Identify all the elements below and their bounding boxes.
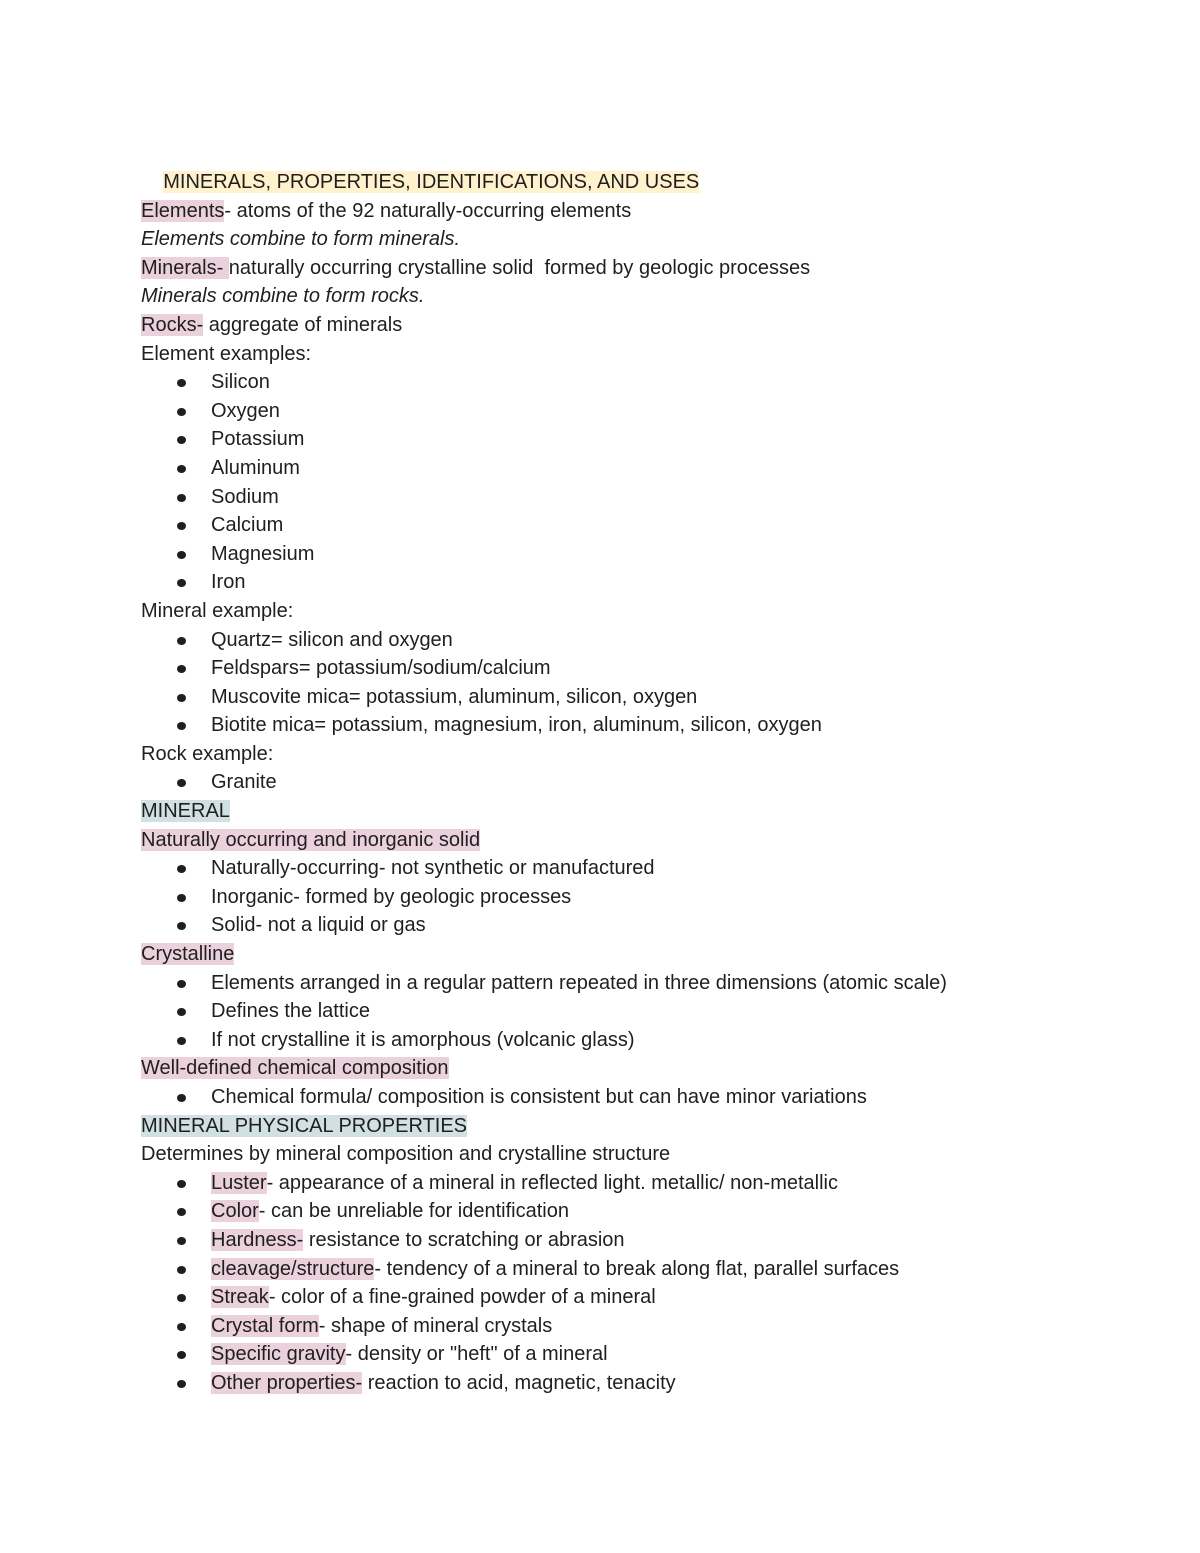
- physical-properties-heading: MINERAL PHYSICAL PROPERTIES: [141, 1114, 468, 1137]
- list-item: [141, 483, 1141, 512]
- document-title: MINERALS, PROPERTIES, IDENTIFICATIONS, AND USES: [163, 170, 700, 193]
- physical-properties-list: [141, 1169, 1141, 1398]
- physical-properties-heading-line: [141, 1112, 1141, 1141]
- elements-note-text: Elements combine to form minerals.: [141, 228, 461, 251]
- list-item: [141, 425, 1141, 454]
- list-item-text: Granite: [211, 771, 277, 794]
- list-item-text: Defines the lattice: [211, 1000, 370, 1023]
- bullet-icon: [177, 1266, 186, 1274]
- physical-properties-intro: Determines by mineral composition and crystalline structure: [141, 1143, 671, 1166]
- property-item: [141, 1369, 1141, 1398]
- bullet-icon: [177, 922, 186, 930]
- naturally-list: [141, 854, 1141, 940]
- bullet-icon: [177, 722, 186, 730]
- list-item: [141, 969, 1141, 998]
- property-term: Crystal form: [211, 1314, 319, 1337]
- rocks-definition: [141, 311, 1141, 340]
- document-title-line: [141, 139, 1141, 193]
- list-item-text: Biotite mica= potassium, magnesium, iron, aluminum, silicon, oxygen: [211, 714, 822, 737]
- bullet-icon: [177, 379, 186, 387]
- rocks-def: aggregate of minerals: [203, 313, 403, 336]
- property-definition: - appearance of a mineral in reflected light. metallic/ non-metallic: [266, 1171, 838, 1194]
- property-item: [141, 1255, 1141, 1284]
- bullet-icon: [177, 465, 186, 473]
- list-item: [141, 768, 1141, 797]
- composition-heading-line: [141, 1054, 1141, 1083]
- property-item: [141, 1197, 1141, 1226]
- list-item-text: Magnesium: [211, 542, 315, 565]
- property-term: Streak: [211, 1286, 269, 1309]
- list-item-text: If not crystalline it is amorphous (volcanic glass): [211, 1028, 635, 1051]
- list-item: [141, 1083, 1141, 1112]
- list-item-text: Chemical formula/ composition is consistent but can have minor variations: [211, 1086, 867, 1108]
- property-term: cleavage/structure: [211, 1257, 375, 1280]
- element-examples-heading: Element examples:: [141, 342, 312, 365]
- property-definition: - shape of mineral crystals: [318, 1314, 553, 1337]
- list-item: [141, 397, 1141, 426]
- bullet-icon: [177, 1237, 186, 1245]
- property-definition: - can be unreliable for identification: [258, 1200, 569, 1223]
- bullet-icon: [177, 436, 186, 444]
- property-term: Other properties-: [211, 1371, 363, 1394]
- naturally-heading: Naturally occurring and inorganic solid: [141, 828, 481, 851]
- bullet-icon: [177, 1094, 186, 1102]
- list-item: [141, 854, 1141, 883]
- list-item: [141, 997, 1141, 1026]
- crystalline-list: [141, 969, 1141, 1055]
- bullet-icon: [177, 865, 186, 873]
- bullet-icon: [177, 665, 186, 673]
- list-item-text: Iron: [211, 571, 246, 594]
- list-item-text: Silicon: [211, 371, 270, 394]
- list-item: [141, 540, 1141, 569]
- list-item: [141, 626, 1141, 655]
- list-item-text: Solid- not a liquid or gas: [211, 914, 426, 937]
- elements-definition: [141, 197, 1141, 226]
- minerals-note-text: Minerals combine to form rocks.: [141, 285, 425, 308]
- property-definition: - tendency of a mineral to break along flat, parallel surfaces: [374, 1257, 900, 1280]
- list-item-text: Inorganic- formed by geologic processes: [211, 885, 572, 908]
- list-item: [141, 454, 1141, 483]
- bullet-icon: [177, 579, 186, 587]
- list-item: [141, 911, 1141, 940]
- crystalline-heading-line: [141, 940, 1141, 969]
- bullet-icon: [177, 894, 186, 902]
- property-definition: - density or "heft" of a mineral: [345, 1343, 608, 1366]
- list-item-text: Potassium: [211, 428, 305, 451]
- property-definition: resistance to scratching or abrasion: [303, 1228, 625, 1251]
- list-item-text: Elements arranged in a regular pattern repeated in three dimensions (atomic scale): [211, 971, 947, 994]
- bullet-icon: [177, 694, 186, 702]
- property-term: Color: [211, 1200, 259, 1223]
- bullet-icon: [177, 1351, 186, 1359]
- mineral-examples-list: [141, 626, 1141, 740]
- mineral-section-heading: MINERAL: [141, 800, 230, 823]
- property-item: [141, 1283, 1141, 1312]
- list-item: [141, 683, 1141, 712]
- list-item: [141, 1026, 1141, 1055]
- property-item: [141, 1340, 1141, 1369]
- property-definition: reaction to acid, magnetic, tenacity: [362, 1371, 676, 1394]
- mineral-section-heading-line: [141, 797, 1141, 826]
- elements-term: Elements: [141, 199, 225, 222]
- list-item-text: Calcium: [211, 514, 284, 537]
- bullet-icon: [177, 1180, 186, 1188]
- list-item: [141, 883, 1141, 912]
- bullet-icon: [177, 637, 186, 645]
- composition-list: [141, 1083, 1141, 1112]
- bullet-icon: [177, 779, 186, 787]
- list-item-text: Aluminum: [211, 456, 300, 479]
- elements-note: [141, 225, 1141, 254]
- property-definition: - color of a fine-grained powder of a mineral: [268, 1286, 656, 1309]
- element-examples-list: [141, 368, 1141, 597]
- bullet-icon: [177, 980, 186, 988]
- bullet-icon: [177, 1008, 186, 1016]
- list-item-text: Naturally-occurring- not synthetic or manufactured: [211, 857, 655, 880]
- property-term: Specific gravity: [211, 1343, 346, 1366]
- list-item-text: Feldspars= potassium/sodium/calcium: [211, 657, 551, 680]
- bullet-icon: [177, 1323, 186, 1331]
- bullet-icon: [177, 522, 186, 530]
- rocks-term: Rocks-: [141, 313, 204, 336]
- list-item: [141, 368, 1141, 397]
- minerals-def: naturally occurring crystalline solid formed by geologic processes: [228, 256, 811, 279]
- minerals-definition: [141, 254, 1141, 283]
- minerals-term: Minerals-: [141, 256, 229, 279]
- list-item-text: Muscovite mica= potassium, aluminum, silicon, oxygen: [211, 685, 698, 708]
- bullet-icon: [177, 1380, 186, 1388]
- bullet-icon: [177, 1037, 186, 1045]
- bullet-icon: [177, 551, 186, 559]
- composition-heading: Well-defined chemical composition: [141, 1057, 449, 1080]
- list-item: [141, 511, 1141, 540]
- rock-examples-heading: Rock example:: [141, 742, 274, 765]
- rock-examples-list: [141, 768, 1141, 797]
- property-item: [141, 1312, 1141, 1341]
- list-item-text: Sodium: [211, 485, 279, 508]
- crystalline-heading: Crystalline: [141, 943, 235, 966]
- bullet-icon: [177, 1208, 186, 1216]
- property-term: Luster: [211, 1171, 267, 1194]
- list-item: [141, 568, 1141, 597]
- bullet-icon: [177, 1294, 186, 1302]
- list-item-text: Oxygen: [211, 399, 280, 422]
- property-item: [141, 1169, 1141, 1198]
- property-term: Hardness-: [211, 1228, 304, 1251]
- minerals-note: [141, 282, 1141, 311]
- bullet-icon: [177, 408, 186, 416]
- mineral-examples-heading: Mineral example:: [141, 599, 294, 622]
- list-item-text: Quartz= silicon and oxygen: [211, 628, 453, 651]
- list-item: [141, 654, 1141, 683]
- document-body: [141, 139, 1141, 1398]
- property-item: [141, 1226, 1141, 1255]
- bullet-icon: [177, 494, 186, 502]
- naturally-heading-line: [141, 826, 1141, 855]
- elements-def: - atoms of the 92 naturally-occurring elements: [224, 199, 632, 222]
- list-item: [141, 711, 1141, 740]
